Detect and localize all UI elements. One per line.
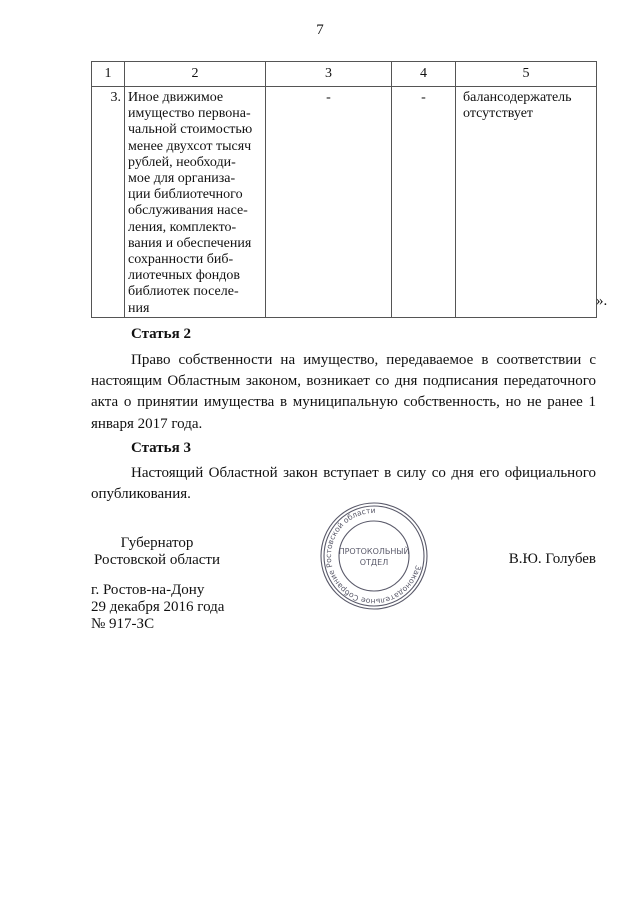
balance-holder-line: балансодержатель bbox=[463, 90, 572, 105]
signatory-name: В.Ю. Голубев bbox=[508, 551, 596, 567]
col3-value: - bbox=[266, 87, 392, 318]
column-header: 1 bbox=[92, 62, 125, 87]
law-number: № 917-ЗС bbox=[91, 616, 155, 632]
property-name-line: менее двухсот тысяч bbox=[128, 138, 252, 154]
column-header: 3 bbox=[266, 62, 392, 87]
article3-text: Настоящий Областной закон вступает в силу со дня его официального опубликования. bbox=[91, 465, 596, 503]
property-name-line: Иное движимое bbox=[128, 90, 224, 105]
balance-holder-line: отсутствует bbox=[463, 106, 534, 122]
date: 29 декабря 2016 года bbox=[91, 599, 225, 615]
property-name-line: чальной стоимостью bbox=[128, 122, 253, 138]
svg-text:Законодательное Собрание Росто bbox=[318, 500, 430, 612]
row-number: 3. bbox=[92, 87, 125, 318]
seal-stamp-icon bbox=[318, 500, 430, 612]
property-name-line: ления, комплекто- bbox=[128, 219, 237, 235]
property-name-line: ния bbox=[128, 300, 150, 316]
property-name-line: мое для организа- bbox=[128, 171, 236, 187]
article2-title: Статья 2 bbox=[131, 326, 191, 342]
property-name-line: сохранности биб- bbox=[128, 252, 234, 268]
property-name-line: имущество первона- bbox=[128, 106, 251, 122]
table-row bbox=[92, 87, 597, 318]
property-name-line: вания и обеспечения bbox=[128, 235, 252, 251]
seal-ring-text: Законодательное Собрание Ростовской области bbox=[323, 505, 423, 607]
article3-title: Статья 3 bbox=[131, 440, 191, 456]
property-table bbox=[91, 61, 597, 318]
property-name-line: обслуживания насе- bbox=[128, 203, 248, 219]
signatory-role bbox=[91, 535, 223, 569]
article2-text: Право собственности на имущество, передаваемое в соответствии с настоящим Областным законом, возникает со дня подписания передаточного акта о принятии имущества в муниципальную собственность, но не ранее 1 января 2017 года. bbox=[91, 352, 596, 432]
place: г. Ростов-на-Дону bbox=[91, 582, 205, 598]
seal-center-line: ПРОТОКОЛЬНЫЙ bbox=[338, 547, 410, 556]
column-header: 5 bbox=[456, 62, 597, 87]
signatory-role-line: Губернатор bbox=[120, 535, 194, 551]
property-name-cell bbox=[125, 87, 266, 318]
property-name-line: рублей, необходи- bbox=[128, 154, 236, 170]
property-name-line: библиотек поселе- bbox=[128, 284, 239, 300]
column-header: 2 bbox=[125, 62, 266, 87]
closing-quote: ». bbox=[596, 293, 608, 309]
page-number: 7 bbox=[316, 22, 324, 38]
property-name-line: ции библиотечного bbox=[128, 187, 243, 203]
property-name-line: лиотечных фондов bbox=[128, 268, 241, 284]
balance-holder-cell bbox=[456, 87, 597, 318]
signatory-role-line: Ростовской области bbox=[94, 552, 220, 568]
column-header: 4 bbox=[392, 62, 456, 87]
seal-center-line: ОТДЕЛ bbox=[359, 558, 389, 567]
table-header-row bbox=[92, 62, 597, 87]
col4-value: - bbox=[392, 87, 456, 318]
